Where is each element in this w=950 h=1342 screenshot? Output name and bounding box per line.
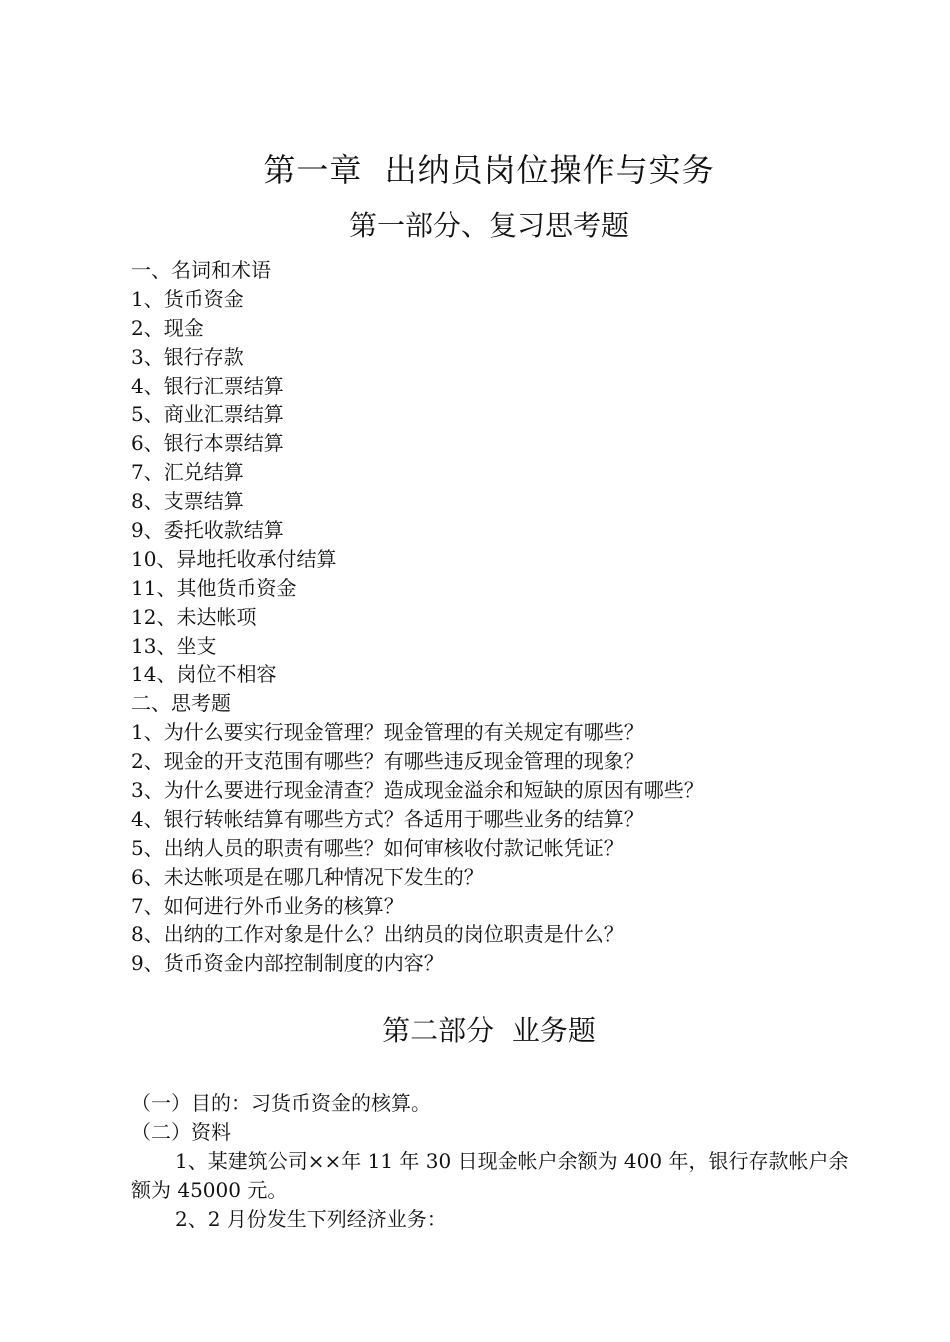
business-section (131, 1089, 851, 1234)
term-item: 3、银行存款 (131, 344, 244, 369)
term-item: 5、商业汇票结算 (131, 402, 284, 427)
question-item: 7、如何进行外币业务的核算？ (131, 893, 404, 918)
question-item: 5、出纳人员的职责有哪些？如何审核收付款记帐凭证？ (131, 835, 624, 860)
question-item: 6、未达帐项是在哪几种情况下发生的？ (131, 864, 484, 889)
part2-title: 第二部分 业务题 (382, 1014, 596, 1047)
term-item: 12、未达帐项 (131, 604, 257, 629)
section-heading-questions: 二、思考题 (131, 691, 231, 716)
question-item: 2、现金的开支范围有哪些？有哪些违反现金管理的现象？ (131, 749, 644, 774)
question-item: 3、为什么要进行现金清查？造成现金溢余和短缺的原因有哪些？ (131, 778, 704, 803)
question-item: 4、银行转帐结算有哪些方式？各适用于哪些业务的结算？ (131, 806, 644, 831)
term-item: 11、其他货币资金 (131, 575, 297, 600)
term-item: 13、坐支 (131, 633, 217, 658)
review-questions-list (131, 256, 704, 978)
term-item: 8、支票结算 (131, 489, 244, 514)
term-item: 1、货币资金 (131, 286, 244, 311)
term-item: 2、现金 (131, 315, 204, 340)
chapter-title: 第一章 出纳员岗位操作与实务 (263, 151, 715, 189)
term-item: 7、汇兑结算 (131, 460, 244, 485)
question-item: 1、为什么要实行现金管理？现金管理的有关规定有哪些？ (131, 720, 644, 745)
term-item: 9、委托收款结算 (131, 518, 284, 543)
section-heading-terms: 一、名词和术语 (131, 258, 271, 282)
term-item: 4、银行汇票结算 (131, 373, 284, 398)
term-item: 10、异地托收承付结算 (131, 546, 337, 571)
business-item-1: 1、某建筑公司××年 11 年 30 日现金帐户余额为 400 年，银行存款帐户余额为 45000 元。 (131, 1149, 849, 1202)
part1-title: 第一部分、复习思考题 (348, 209, 629, 242)
business-item-2: 2、2 月份发生下列经济业务： (175, 1207, 447, 1231)
question-item: 9、货币资金内部控制制度的内容？ (131, 951, 444, 976)
business-purpose: （一）目的：习货币资金的核算。 (131, 1091, 431, 1115)
term-item: 6、银行本票结算 (131, 431, 284, 456)
business-material-heading: （二）资料 (131, 1120, 231, 1144)
question-item: 8、出纳的工作对象是什么？出纳员的岗位职责是什么？ (131, 922, 624, 947)
term-item: 14、岗位不相容 (131, 662, 277, 687)
